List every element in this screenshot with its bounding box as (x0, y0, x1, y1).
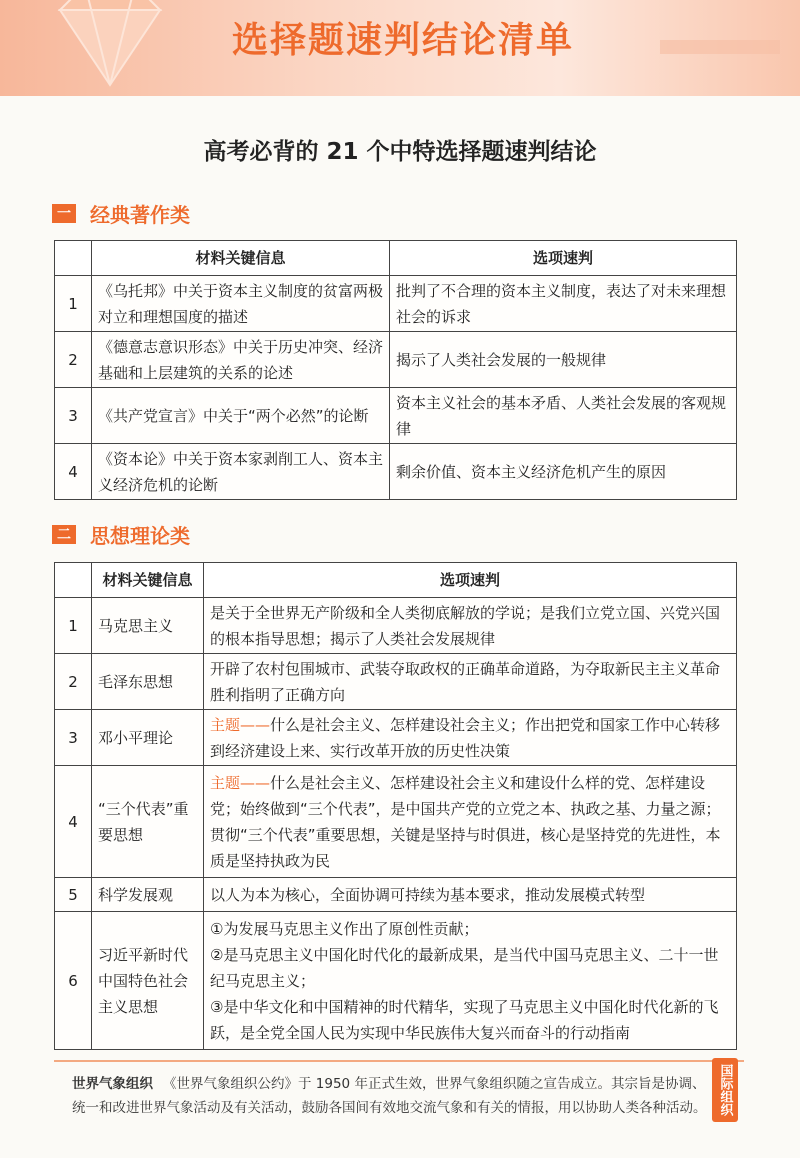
table-row (55, 444, 737, 500)
header-banner (0, 0, 800, 96)
info-cell: “三个代表”重要思想 (92, 766, 204, 878)
judge-cell (204, 654, 737, 710)
table-header-row (55, 241, 737, 276)
section-1-label: 经典著作类 (90, 202, 190, 227)
page-title: 高考必背的 21 个中特选择题速判结论 (203, 139, 597, 165)
table-row (55, 654, 737, 710)
section-2-number: 二 (52, 525, 76, 544)
judge-cell (204, 598, 737, 654)
judge-text: 什么是社会主义、怎样建设社会主义和建设什么样的党、怎样建设党；始终做到“三个代表”，是中国共产党的立党之本、执政之基、力量之源；贯彻“三个代表”重要思想，关键是坚持与时俱进，核心是坚持党的先进性，本质是坚持执政为民 (210, 773, 721, 870)
row-number: 6 (55, 912, 92, 1050)
theme-prefix: 主题—— (210, 773, 271, 792)
side-tab-label: 国际组织 (712, 1058, 738, 1122)
judge-cell (204, 878, 737, 912)
section-1-number: 一 (52, 204, 76, 223)
row-number: 2 (55, 332, 92, 388)
info-cell: 《德意志意识形态》中关于历史冲突、经济基础和上层建筑的关系的论述 (92, 332, 390, 388)
row-number: 4 (55, 766, 92, 878)
table-row (55, 276, 737, 332)
table-row (55, 912, 737, 1050)
table-row (55, 766, 737, 878)
judge-line: ①为发展马克思主义作出了原创性贡献； (210, 919, 479, 938)
row-number: 2 (55, 654, 92, 710)
table-header-cell (55, 241, 92, 276)
info-cell: 习近平新时代中国特色社会主义思想 (92, 912, 204, 1050)
info-cell: 邓小平理论 (92, 710, 204, 766)
judge-cell (204, 710, 737, 766)
theory-table (54, 562, 737, 1050)
table-header-cell (55, 563, 92, 598)
judge-cell: 批判了不合理的资本主义制度，表达了对未来理想社会的诉求 (390, 276, 737, 332)
banner-stripe (660, 40, 780, 54)
judge-text: 以人为本为核心，全面协调可持续为基本要求，推动发展模式转型 (210, 885, 646, 904)
diamond-icon (40, 0, 180, 90)
footer-divider (54, 1060, 744, 1062)
table-row (55, 332, 737, 388)
row-number: 1 (55, 598, 92, 654)
section-2-heading (52, 519, 190, 549)
row-number: 3 (55, 388, 92, 444)
judge-line: ③是中华文化和中国精神的时代精华，实现了马克思主义中国化时代化新的飞跃，是全党全国人民为实现中华民族伟大复兴而奋斗的行动指南 (210, 997, 719, 1042)
judge-line: ②是马克思主义中国化时代化的最新成果，是当代中国马克思主义、二十一世纪马克思主义； (210, 945, 719, 990)
judge-cell (204, 766, 737, 878)
table-row (55, 878, 737, 912)
banner-title: 选择题速判结论清单 (232, 20, 575, 61)
table-row (55, 710, 737, 766)
table-header-cell: 材料关键信息 (92, 241, 390, 276)
info-cell: 《共产党宣言》中关于“两个必然”的论断 (92, 388, 390, 444)
row-number: 3 (55, 710, 92, 766)
table-header-cell: 选项速判 (204, 563, 737, 598)
judge-cell: 剩余价值、资本主义经济危机产生的原因 (390, 444, 737, 500)
judge-cell: 揭示了人类社会发展的一般规律 (390, 332, 737, 388)
footer-text: 《世界气象组织公约》于 1950 年正式生效，世界气象组织随之宣告成立。其宗旨是协调、统一和改进世界气象活动及有关活动，鼓励各国间有效地交流气象和有关的情报，用以协助人类各种活动。 (72, 1076, 707, 1116)
classic-works-table (54, 240, 737, 500)
table-row (55, 388, 737, 444)
info-cell: 马克思主义 (92, 598, 204, 654)
info-cell: 《资本论》中关于资本家剥削工人、资本主义经济危机的论断 (92, 444, 390, 500)
table-header-row (55, 563, 737, 598)
theme-prefix: 主题—— (210, 715, 271, 734)
row-number: 4 (55, 444, 92, 500)
section-2-label: 思想理论类 (90, 523, 190, 548)
info-cell: 《乌托邦》中关于资本主义制度的贫富两极对立和理想国度的描述 (92, 276, 390, 332)
judge-text: 什么是社会主义、怎样建设社会主义；作出把党和国家工作中心转移到经济建设上来、实行改革开放的历史性决策 (210, 715, 721, 760)
judge-cell: 资本主义社会的基本矛盾、人类社会发展的客观规律 (390, 388, 737, 444)
table-header-cell: 选项速判 (390, 241, 737, 276)
table-header-cell: 材料关键信息 (92, 563, 204, 598)
judge-text: 是关于全世界无产阶级和全人类彻底解放的学说；是我们立党立国、兴党兴国的根本指导思想；揭示了人类社会发展规律 (210, 603, 721, 648)
info-cell: 科学发展观 (92, 878, 204, 912)
section-1-heading (52, 198, 190, 228)
row-number: 5 (55, 878, 92, 912)
footer-note (72, 1072, 712, 1120)
row-number: 1 (55, 276, 92, 332)
judge-cell (204, 912, 737, 1050)
info-cell: 毛泽东思想 (92, 654, 204, 710)
judge-text: 开辟了农村包围城市、武装夺取政权的正确革命道路，为夺取新民主主义革命胜利指明了正确方向 (210, 659, 721, 704)
footer-term: 世界气象组织 (72, 1076, 153, 1092)
table-row (55, 598, 737, 654)
